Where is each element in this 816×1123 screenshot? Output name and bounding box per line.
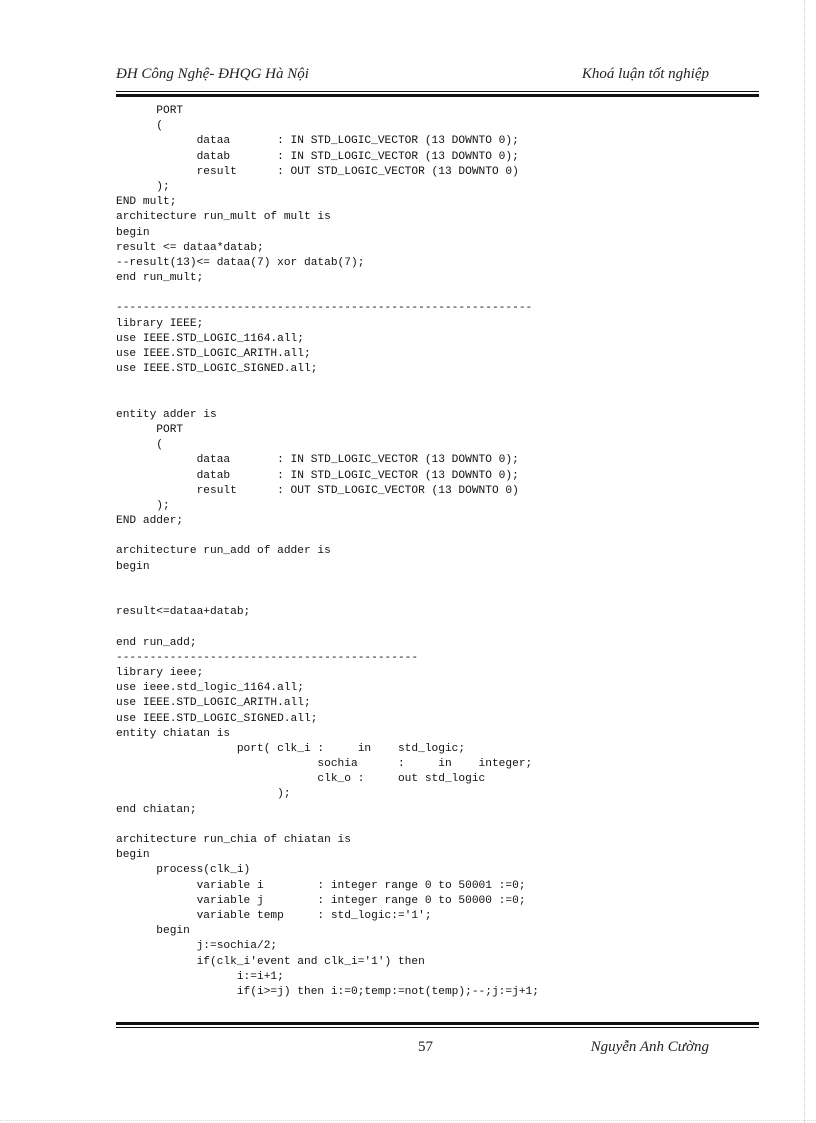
code-line: use IEEE.STD_LOGIC_SIGNED.all; — [116, 363, 318, 376]
code-line: entity adder is — [116, 408, 217, 421]
code-line: --------------------------------------------- — [116, 651, 419, 664]
code-line — [116, 590, 539, 605]
code-line: -------------------------------------------------------------- — [116, 302, 533, 315]
footer-author: Nguyễn Anh Cường — [590, 1039, 709, 1055]
page-edge-right — [804, 0, 806, 1123]
code-line: begin — [116, 560, 150, 573]
code-line: end chiatan; — [116, 803, 197, 816]
code-line: library IEEE; — [116, 317, 204, 330]
code-line: use IEEE.STD_LOGIC_ARITH.all; — [116, 697, 311, 710]
code-line — [116, 529, 539, 544]
code-line: PORT — [116, 423, 184, 436]
page-number: 57 — [418, 1039, 433, 1055]
code-line: j:=sochia/2; — [116, 940, 278, 953]
code-line: clk_o : out std_logic — [116, 773, 486, 786]
code-line: datab : IN STD_LOGIC_VECTOR (13 DOWNTO 0); — [116, 150, 519, 163]
code-line: dataa : IN STD_LOGIC_VECTOR (13 DOWNTO 0); — [116, 454, 519, 467]
code-line: --result(13)<= dataa(7) xor datab(7); — [116, 256, 365, 269]
code-line — [116, 393, 539, 408]
code-line: result <= dataa*datab; — [116, 241, 264, 254]
code-line: variable temp : std_logic:='1'; — [116, 909, 432, 922]
code-line: use IEEE.STD_LOGIC_SIGNED.all; — [116, 712, 318, 725]
header-rule-thick — [116, 94, 759, 97]
code-line: ); — [116, 788, 291, 801]
code-line: datab : IN STD_LOGIC_VECTOR (13 DOWNTO 0); — [116, 469, 519, 482]
header-document-type: Khoá luận tốt nghiệp — [581, 66, 709, 82]
code-line: result<=dataa+datab; — [116, 606, 251, 619]
code-line: if(i>=j) then i:=0;temp:=not(temp);--;j:=j+1; — [116, 985, 539, 998]
header-institution: ĐH Công Nghệ- ĐHQG Hà Nội — [116, 66, 309, 82]
code-line: library ieee; — [116, 666, 204, 679]
code-line: sochia : in integer; — [116, 758, 533, 771]
code-line: variable j : integer range 0 to 50000 :=0; — [116, 894, 526, 907]
code-line: END adder; — [116, 515, 184, 528]
code-line — [116, 575, 539, 590]
code-line: use IEEE.STD_LOGIC_ARITH.all; — [116, 348, 311, 360]
code-line: ); — [116, 180, 170, 193]
code-line — [116, 818, 539, 833]
code-line: if(clk_i'event and clk_i='1') then — [116, 955, 425, 968]
code-line: entity chiatan is — [116, 727, 231, 740]
header-rule-thin — [116, 91, 759, 92]
code-line: PORT — [116, 105, 184, 117]
code-line: use IEEE.STD_LOGIC_1164.all; — [116, 332, 304, 345]
code-line: result : OUT STD_LOGIC_VECTOR (13 DOWNTO 0) — [116, 484, 519, 497]
code-line: dataa : IN STD_LOGIC_VECTOR (13 DOWNTO 0); — [116, 135, 519, 148]
footer-rule-thick — [116, 1022, 759, 1025]
code-line: process(clk_i) — [116, 864, 251, 877]
code-line: ( — [116, 439, 163, 452]
code-line: port( clk_i : in std_logic; — [116, 742, 466, 755]
code-line: i:=i+1; — [116, 970, 284, 983]
code-line: ); — [116, 499, 170, 512]
code-line: architecture run_chia of chiatan is — [116, 834, 351, 846]
code-line: result : OUT STD_LOGIC_VECTOR (13 DOWNTO 0) — [116, 165, 519, 178]
code-line: begin — [116, 226, 150, 239]
code-line: END mult; — [116, 196, 177, 209]
code-line: variable i : integer range 0 to 50001 :=0; — [116, 879, 526, 892]
code-line: use ieee.std_logic_1164.all; — [116, 682, 304, 695]
code-line: begin — [116, 925, 190, 938]
page-edge-bottom — [0, 1120, 816, 1122]
code-line: begin — [116, 849, 150, 862]
code-line: end run_mult; — [116, 272, 204, 285]
footer-rule-thin — [116, 1027, 759, 1028]
code-line: end run_add; — [116, 636, 197, 649]
code-line — [116, 286, 539, 301]
code-line — [116, 377, 539, 392]
code-line: architecture run_add of adder is — [116, 545, 331, 558]
code-line: ( — [116, 120, 163, 133]
vhdl-code-listing — [116, 104, 539, 1000]
code-line — [116, 620, 539, 635]
code-line: architecture run_mult of mult is — [116, 211, 331, 224]
